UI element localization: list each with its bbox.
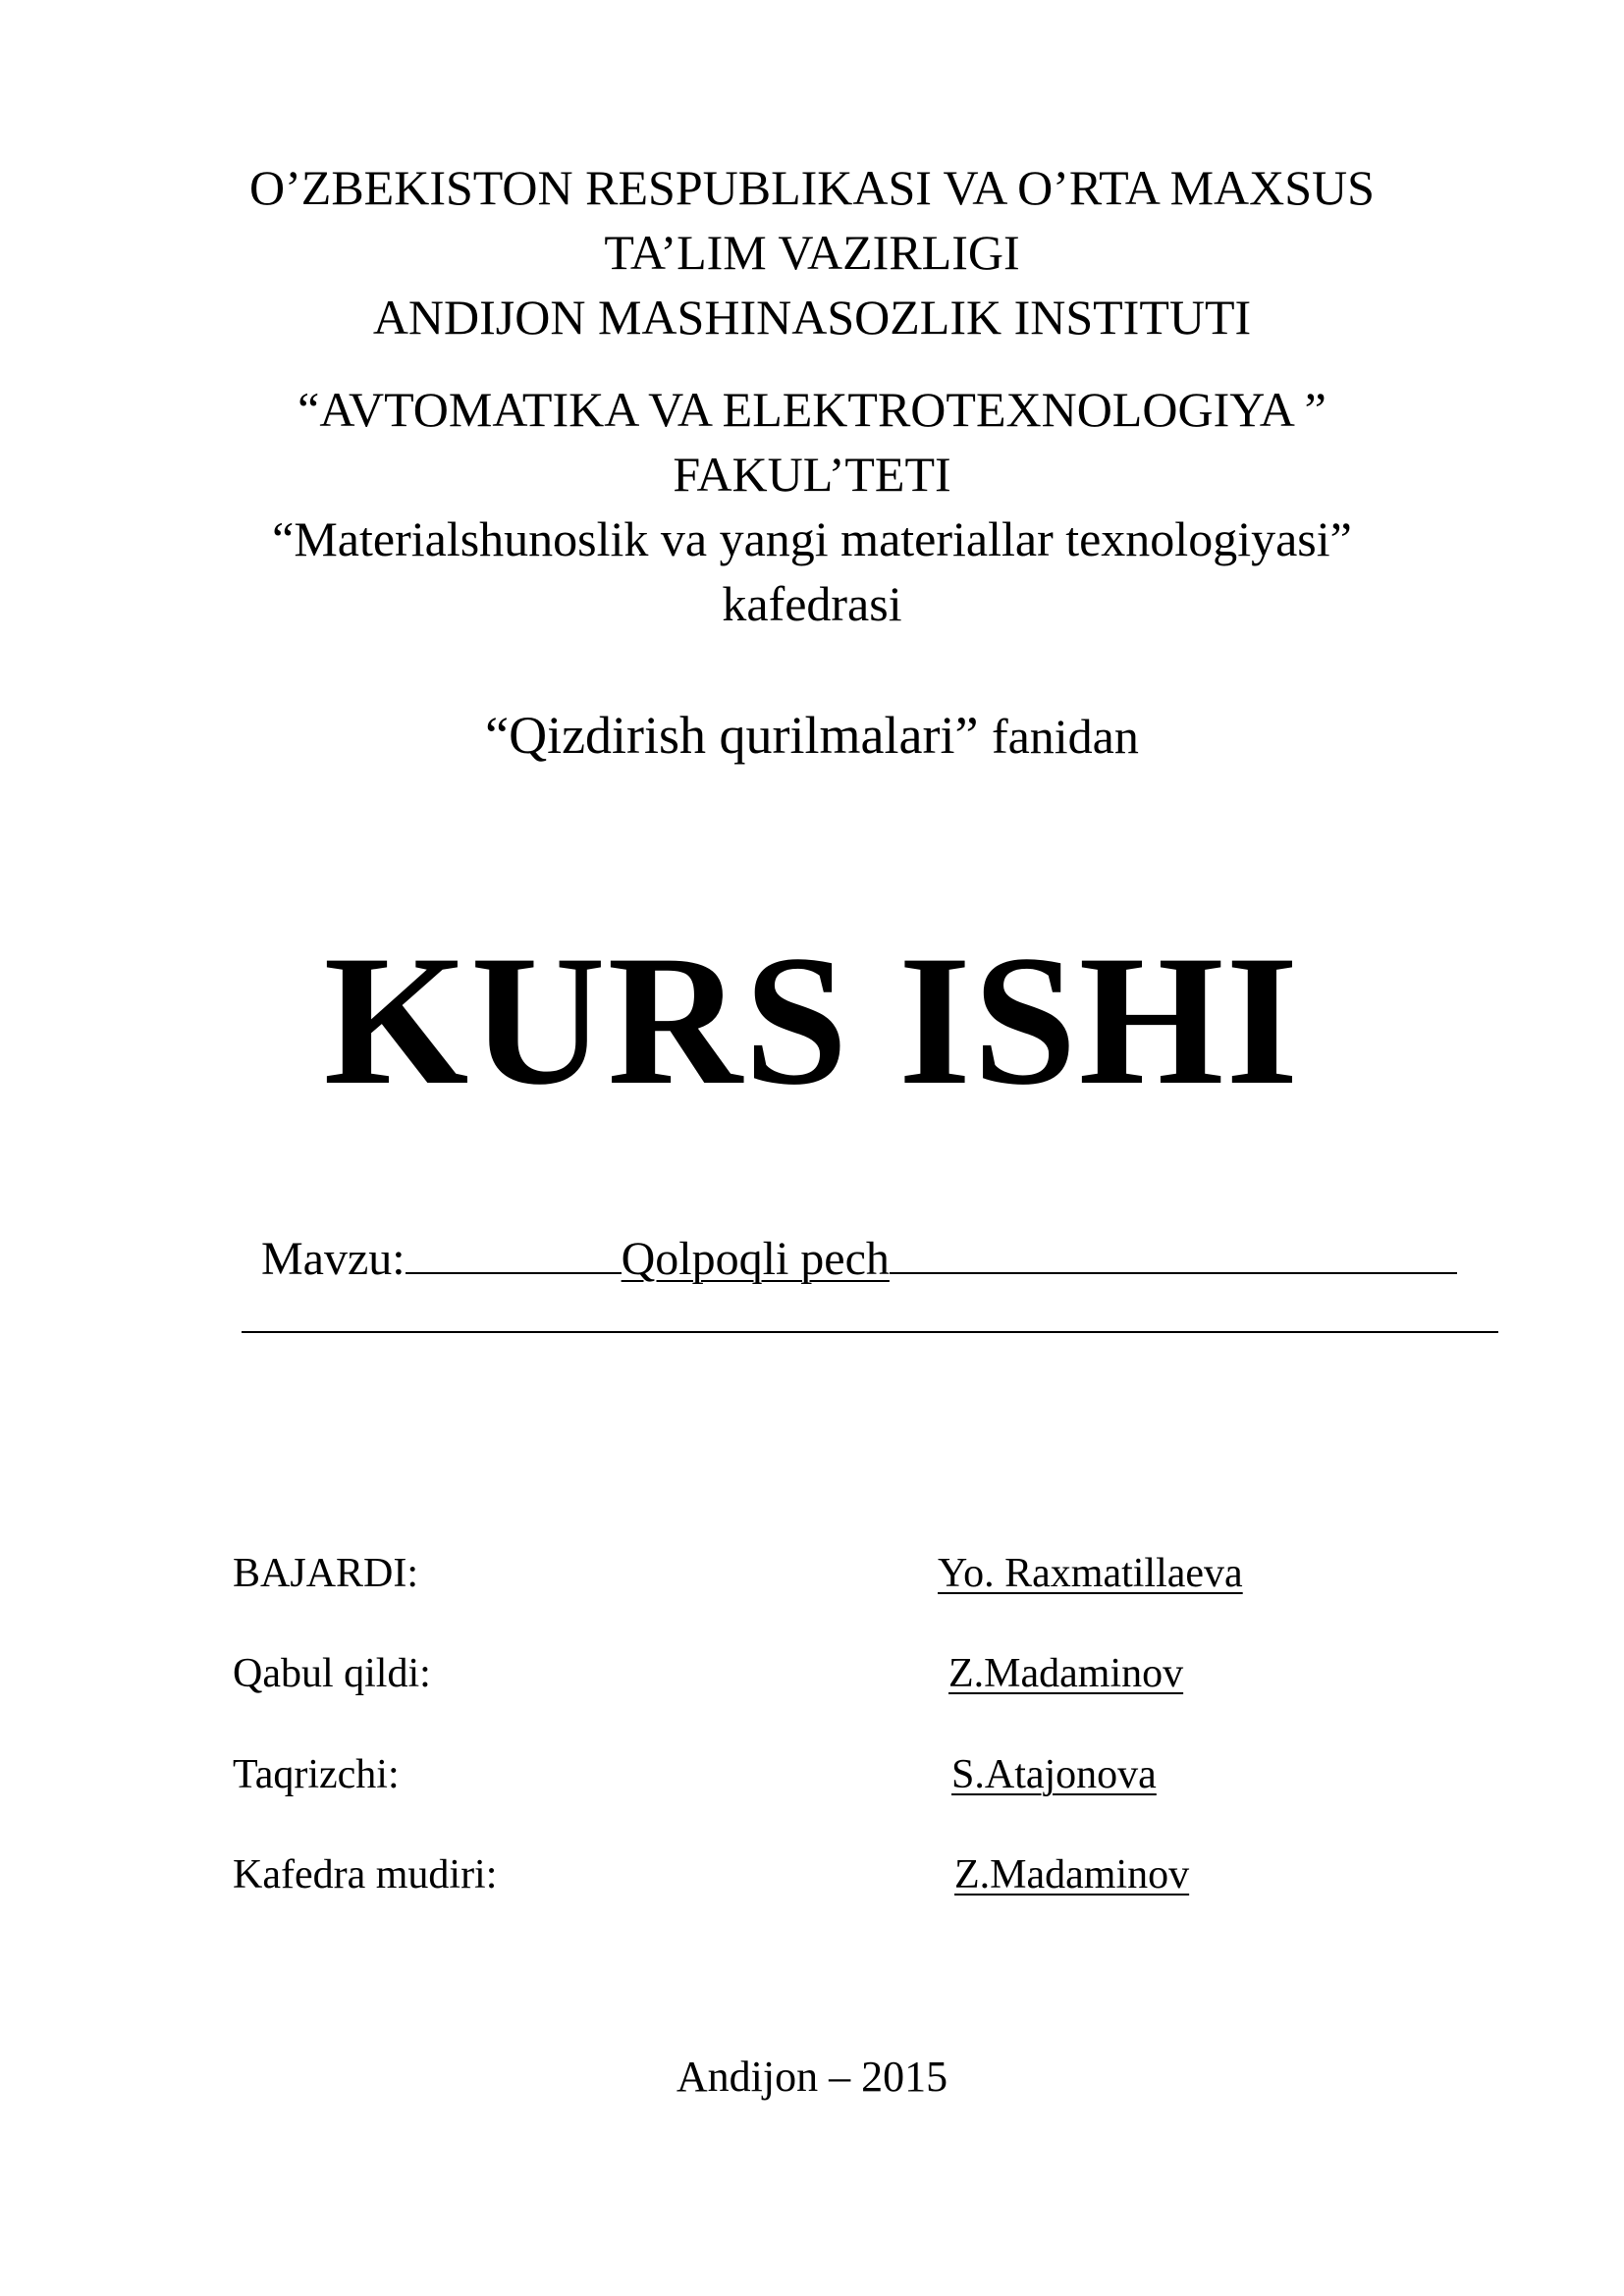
- name-head: Z.Madaminov: [954, 1852, 1190, 1897]
- ministry-line-1: O’ZBEKISTON RESPUBLIKASI VA O’RTA MAXSUS: [249, 160, 1375, 215]
- topic-row: [261, 1229, 1457, 1283]
- topic-blank-right: [890, 1229, 1457, 1274]
- faculty-line-1: “AVTOMATIKA VA ELEKTROTEXNOLOGIYA ”: [298, 382, 1326, 437]
- topic-continuation-line: [242, 1331, 1498, 1333]
- document-title: KURS ISHI: [323, 918, 1301, 1124]
- topic-label: Mavzu:: [261, 1233, 406, 1285]
- department-line-2: kafedrasi: [722, 576, 902, 631]
- subject-line: [0, 706, 1624, 765]
- role-label-performer: BAJARDI:: [233, 1551, 419, 1596]
- topic-blank-left: [406, 1229, 622, 1274]
- role-label-reviewer: Taqrizchi:: [233, 1752, 400, 1797]
- role-label-accepted: Qabul qildi:: [233, 1651, 431, 1696]
- faculty-line-2: FAKUL’TETI: [673, 447, 951, 502]
- department-line-1: “Materialshunoslik va yangi materiallar texnologiyasi”: [272, 511, 1352, 566]
- name-performer: Yo. Raxmatillaeva: [938, 1551, 1243, 1596]
- subject-name: “Qizdirish qurilmalari”: [485, 706, 979, 765]
- institute-name: ANDIJON MASHINASOZLIK INSTITUTI: [372, 290, 1252, 345]
- name-reviewer: S.Atajonova: [951, 1752, 1157, 1797]
- ministry-line-2: TA’LIM VAZIRLIGI: [604, 225, 1020, 280]
- place-year: Andijon – 2015: [676, 2053, 948, 2101]
- role-label-head: Kafedra mudiri:: [233, 1852, 498, 1897]
- topic-value: Qolpoqli pech: [621, 1233, 890, 1285]
- name-accepted: Z.Madaminov: [948, 1651, 1184, 1696]
- subject-suffix: fanidan: [991, 709, 1139, 764]
